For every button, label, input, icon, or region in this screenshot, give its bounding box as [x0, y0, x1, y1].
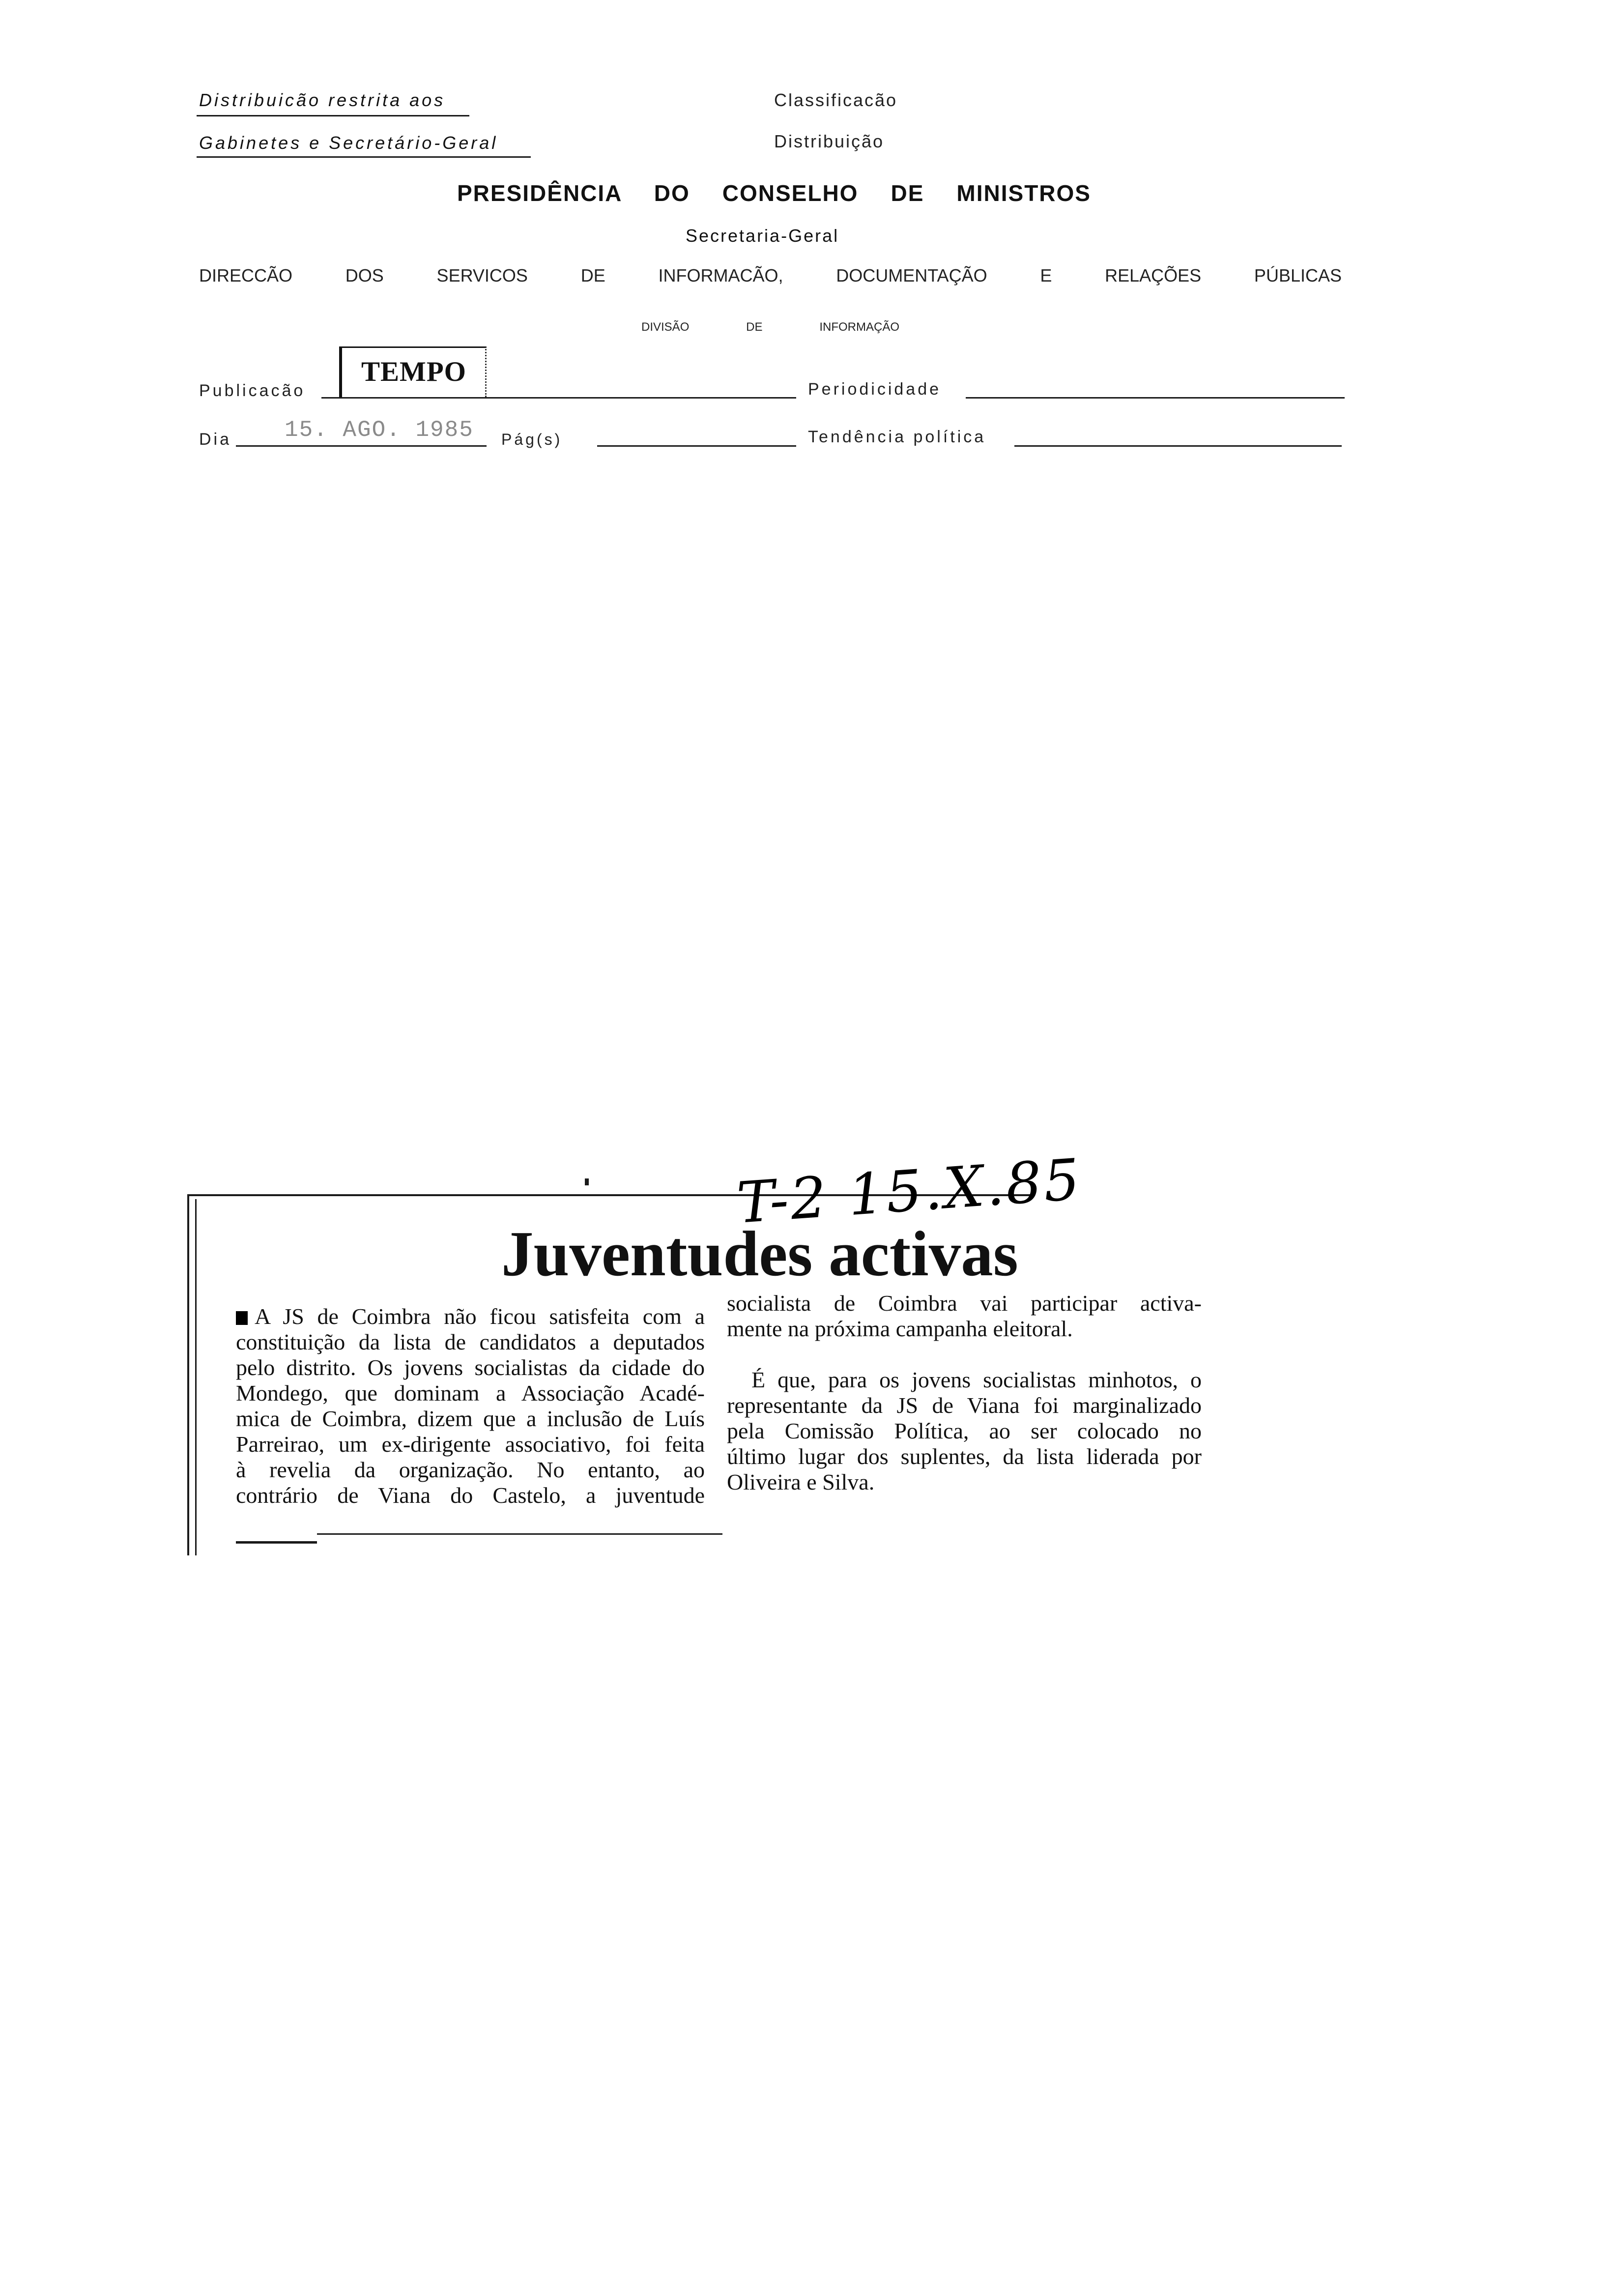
article-line: à revelia da organização. No entanto, ao [236, 1457, 705, 1482]
article-line: socialista de Coimbra vai participar activa- [727, 1291, 1202, 1316]
article-line: mente na próxima campanha eleitoral. [727, 1316, 1073, 1341]
article-headline: Juventudes activas [501, 1218, 1018, 1290]
directorate-title: DIRECCÃO DOS SERVICOS DE INFORMACÃO, DOCUMENTAÇÃO E RELAÇÕES PÚBLICAS [199, 265, 1342, 286]
article-line: É que, para os jovens socialistas minhotos, o [751, 1367, 1202, 1392]
handwritten-annotation: T-2 15.X.85 [735, 1147, 1084, 1236]
periodicity-underline [966, 397, 1345, 399]
date-stamp: 15. AGO. 1985 [285, 417, 474, 443]
article-line: mica de Coimbra, dizem que a inclusão de Luís [236, 1406, 705, 1431]
distribution-underline-1 [197, 115, 469, 116]
article-line [236, 1304, 705, 1329]
article-line-text: A JS de Coimbra não ficou satisfeita com a [255, 1304, 705, 1329]
organization-title: PRESIDÊNCIA DO CONSELHO DE MINISTROS [457, 180, 1091, 206]
clipping-left-border-inner [195, 1199, 197, 1555]
clipping-bottom-rule-thick [236, 1541, 317, 1544]
article-line: Parreirao, um ex-dirigente associativo, foi feita [236, 1432, 705, 1457]
article-line: constituição da lista de candidatos a deputados [236, 1329, 705, 1354]
distribution-underline-2 [197, 156, 531, 158]
periodicity-label: Periodicidade [808, 380, 942, 399]
article-line: Mondego, que dominam a Associação Acadé- [236, 1380, 705, 1406]
pages-label: Pág(s) [501, 430, 563, 448]
paragraph-gap [727, 1342, 1202, 1367]
political-tendency-label: Tendência política [808, 428, 986, 446]
clipping-tick-mark [585, 1178, 589, 1185]
article-line: contrário de Viana do Castelo, a juventude [236, 1483, 705, 1508]
day-underline [236, 445, 487, 447]
article-line: Oliveira e Silva. [727, 1469, 875, 1494]
division-title: DIVISÃO DE INFORMAÇÃO [641, 320, 899, 334]
publication-label: Publicacão [199, 381, 306, 400]
distribution-restriction-line1: Distribuicão restrita aos [199, 90, 446, 110]
pages-underline [597, 445, 796, 447]
secretariat-title: Secretaria-Geral [686, 226, 839, 246]
article-line: último lugar dos suplentes, da lista liderada por [727, 1444, 1202, 1469]
article-line: pelo distrito. Os jovens socialistas da cidade do [236, 1355, 705, 1380]
publication-value: TEMPO [361, 356, 466, 387]
article-line: pela Comissão Política, ao ser colocado no [727, 1418, 1202, 1443]
article-line: representante da JS de Viana foi marginalizado [727, 1393, 1202, 1418]
political-tendency-underline [1014, 445, 1342, 447]
distribution-restriction-line2: Gabinetes e Secretário-Geral [199, 133, 498, 153]
square-bullet-icon [236, 1311, 248, 1325]
day-label: Dia [199, 430, 232, 449]
article-right-column [727, 1291, 1202, 1495]
classification-label: Classificacão [774, 90, 898, 110]
publication-underline [321, 397, 796, 399]
clipping-bottom-rule-thin [317, 1533, 722, 1535]
clipping-left-border-outer [187, 1194, 189, 1555]
distribution-label: Distribuição [774, 131, 885, 151]
article-left-column [236, 1304, 705, 1508]
